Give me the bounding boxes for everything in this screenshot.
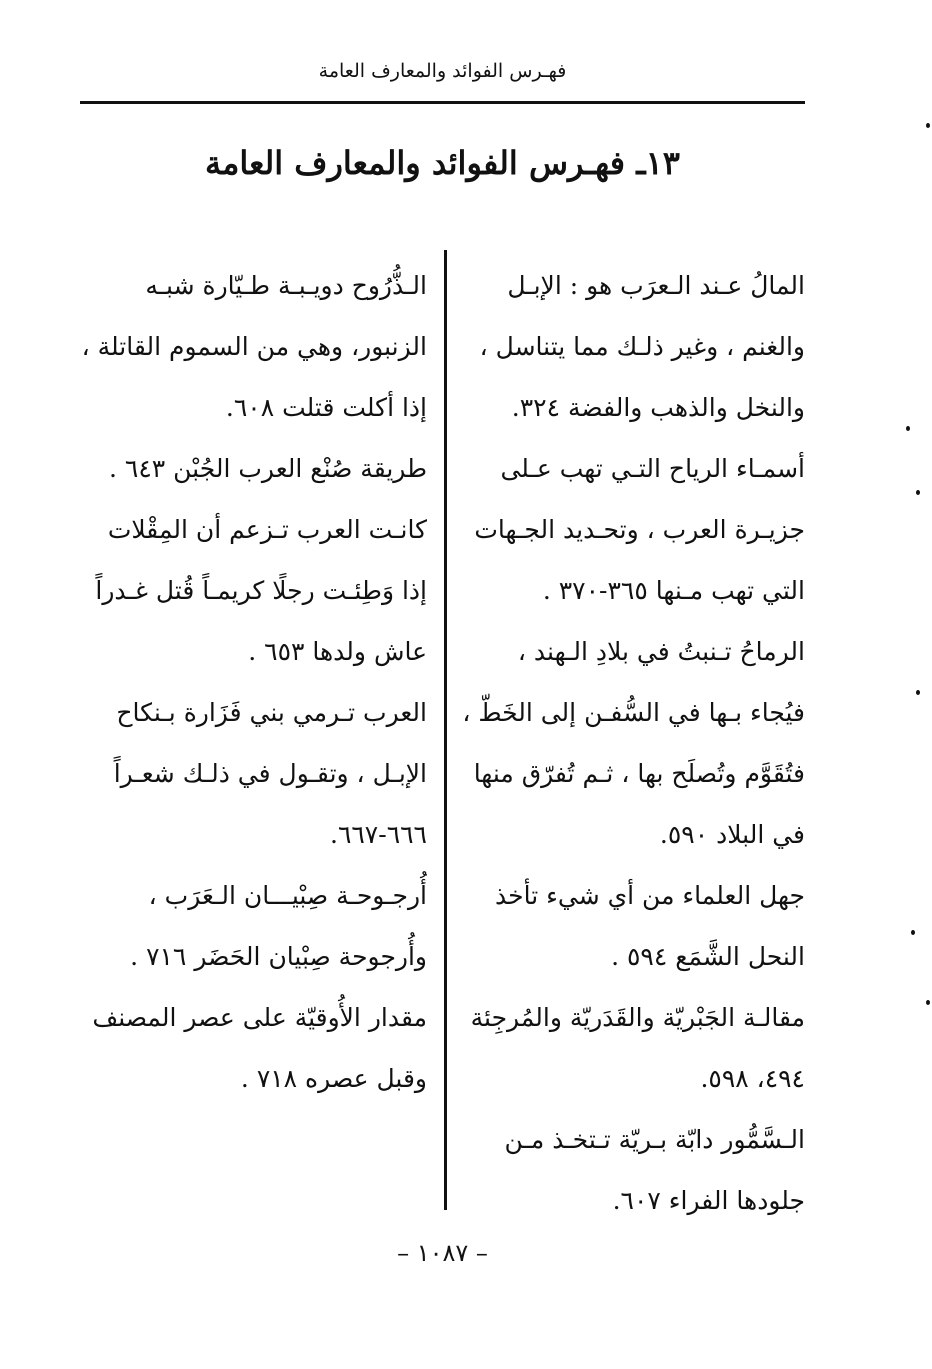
entry-line: إذا وَطِئـت رجلًا كريمـاً قُتل غـدراً [95, 576, 427, 605]
index-entry [82, 438, 427, 499]
index-entry [462, 865, 805, 987]
index-entry [82, 682, 427, 865]
index-entry [82, 987, 427, 1109]
entry-line: الإبـل ، وتقـول في ذلـك شعـراً [113, 759, 427, 788]
edge-mark [926, 123, 930, 128]
edge-mark [916, 690, 920, 695]
entry-line: وقبل عصره ٧١٨ . [240, 1064, 427, 1093]
index-entry [82, 865, 427, 987]
entry-line: والغنم ، وغير ذلـك مما يتناسل ، [479, 332, 805, 361]
entry-line: وأُرجوحة صِبْيان الحَضَر ٧١٦ . [130, 942, 427, 971]
entry-line: إذا أكلت قتلت ٦٠٨. [225, 393, 427, 422]
entry-line: ٦٦٦-٦٦٧. [330, 820, 427, 849]
index-entry [462, 621, 805, 865]
entry-line: الرماحُ تـنبتُ في بلادِ الـهند ، [517, 637, 805, 666]
index-entry [462, 1109, 805, 1231]
edge-mark [916, 490, 920, 495]
entry-line: عاش ولدها ٦٥٣ . [248, 637, 427, 666]
entry-line: أُرجـوحـة صِبْيـــان الـعَرَب ، [148, 881, 427, 910]
index-entry [462, 438, 805, 621]
page-number: – ١٠٨٧ – [397, 1239, 488, 1267]
entry-line: التي تهب مـنها ٣٦٥-٣٧٠ . [542, 576, 805, 605]
entry-line: كانـت العرب تـزعم أن المِقْلات [107, 515, 427, 544]
index-entry [82, 499, 427, 682]
index-entry [82, 255, 427, 438]
entry-line: جزيـرة العرب ، وتحـديد الجـهات [474, 515, 805, 544]
entry-line: جلودها الفراء ٦٠٧. [612, 1186, 805, 1215]
edge-mark [911, 930, 915, 935]
entry-line: في البلاد ٥٩٠. [659, 820, 805, 849]
entry-line: ٤٩٤، ٥٩٨. [700, 1064, 805, 1093]
section-title: ١٣ـ فهـرس الفوائد والمعارف العامة [205, 144, 680, 182]
header-rule [80, 101, 805, 104]
column-divider [444, 250, 447, 1210]
index-entry [462, 255, 805, 438]
entry-line: أسمـاء الرياح التـي تهب عـلى [500, 454, 805, 483]
entry-line: فيُجاء بـها في السُّفـن إلى الخَطّ ، [462, 698, 805, 727]
entry-line: مقدار الأُوقيّة على عصر المصنف [92, 1003, 427, 1032]
edge-mark [926, 1000, 930, 1005]
entry-line: مقالـة الجَبْريّة والقَدَريّة والمُرجِئة [470, 1003, 805, 1032]
entry-line: جهل العلماء من أي شيء تأخذ [495, 881, 805, 910]
entry-line: الزنبور، وهي من السموم القاتلة ، [82, 332, 427, 361]
entry-line: فتُقَوَّم وتُصلَح بها ، ثـم تُفرّق منها [473, 759, 805, 788]
entry-line: المالُ عـند الـعرَب هو : الإبـل [507, 271, 805, 300]
entry-line: الـسَّمُّور دابّة بـريّة تـتخـذ مـن [504, 1125, 805, 1154]
entry-line: والنخل والذهب والفضة ٣٢٤. [511, 393, 805, 422]
entry-line: طريقة صُنْع العرب الجُبْن ٦٤٣ . [109, 454, 427, 483]
right-column [462, 255, 805, 1231]
running-head: فهـرس الفوائد والمعارف العامة [318, 60, 567, 82]
entry-line: الـذُّرُوح دويـبـة طـيّارة شبـه [145, 271, 427, 300]
index-entry [462, 987, 805, 1109]
entry-line: العرب تـرمي بني فَزَارة بـنكاح [116, 698, 427, 727]
edge-mark [906, 426, 910, 431]
entry-line: النحل الشَّمَع ٥٩٤ . [611, 942, 805, 971]
left-column [82, 255, 427, 1109]
